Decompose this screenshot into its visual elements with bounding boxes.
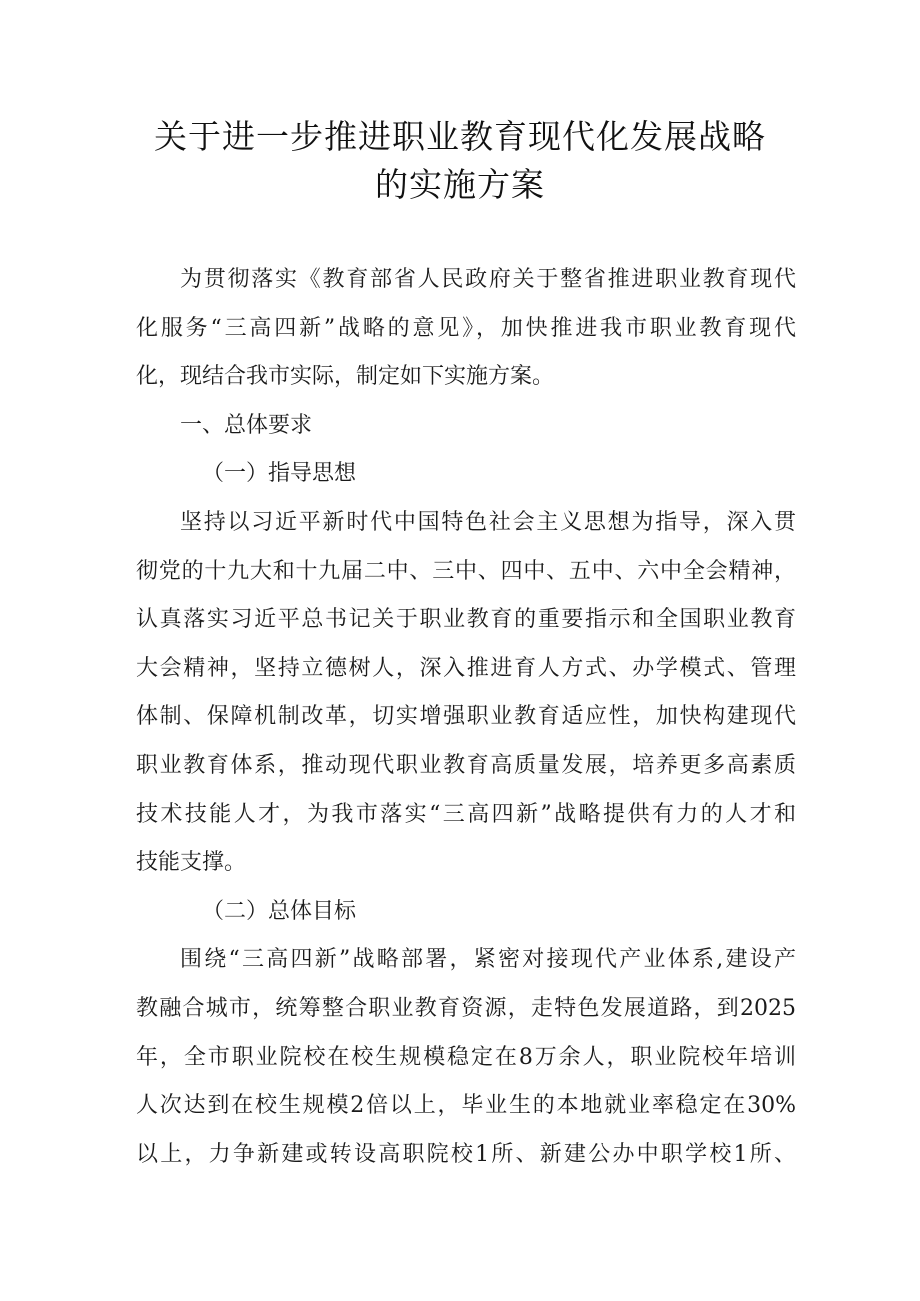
paragraph-line: 技术技能人才，为我市落实“三高四新”战略提供有力的人才和	[136, 801, 796, 827]
paragraph-line: 职业教育体系，推动现代职业教育高质量发展，培养更多高素质	[136, 752, 796, 778]
paragraph-line: 人次达到在校生规模2倍以上，毕业生的本地就业率稳定在30%	[136, 1093, 796, 1119]
paragraph-line: 体制、保障机制改革，切实增强职业教育适应性，加快构建现代	[136, 704, 796, 730]
document-title-line-1: 关于进一步推进职业教育现代化发展战略	[154, 117, 766, 156]
paragraph-line: 技能支撑。	[136, 850, 247, 876]
section-heading: 一、总体要求	[180, 412, 313, 438]
paragraph-line: 围绕“三高四新”战略部署，紧密对接现代产业体系,建设产	[180, 947, 796, 973]
document-body	[136, 256, 796, 1179]
paragraph-line: 教融合城市，统筹整合职业教育资源，走特色发展道路，到2025	[136, 995, 796, 1021]
paragraph-line: 为贯彻落实《教育部省人民政府关于整省推进职业教育现代	[180, 267, 796, 292]
subsection-heading: （一）指导思想	[202, 461, 357, 487]
paragraph-line: 坚持以习近平新时代中国特色社会主义思想为指导，深入贯	[180, 509, 796, 535]
subsection-heading: （二）总体目标	[202, 898, 357, 924]
paragraph-line: 大会精神，坚持立德树人，深入推进育人方式、办学模式、管理	[136, 655, 796, 681]
paragraph-line: 认真落实习近平总书记关于职业教育的重要指示和全国职业教育	[136, 607, 796, 633]
paragraph-line: 年，全市职业院校在校生规模稳定在8万余人，职业院校年培训	[136, 1044, 796, 1070]
paragraph-line: 彻党的十九大和十九届二中、三中、四中、五中、六中全会精神，	[136, 558, 796, 584]
paragraph-line: 化，现结合我市实际，制定如下实施方案。	[136, 364, 555, 390]
paragraph-line: 以上，力争新建或转设高职院校1所、新建公办中职学校1所、	[136, 1141, 796, 1167]
paragraph-line: 化服务“三高四新”战略的意见》，加快推进我市职业教育现代	[136, 315, 796, 341]
document-title-line-2: 的实施方案	[375, 165, 545, 204]
